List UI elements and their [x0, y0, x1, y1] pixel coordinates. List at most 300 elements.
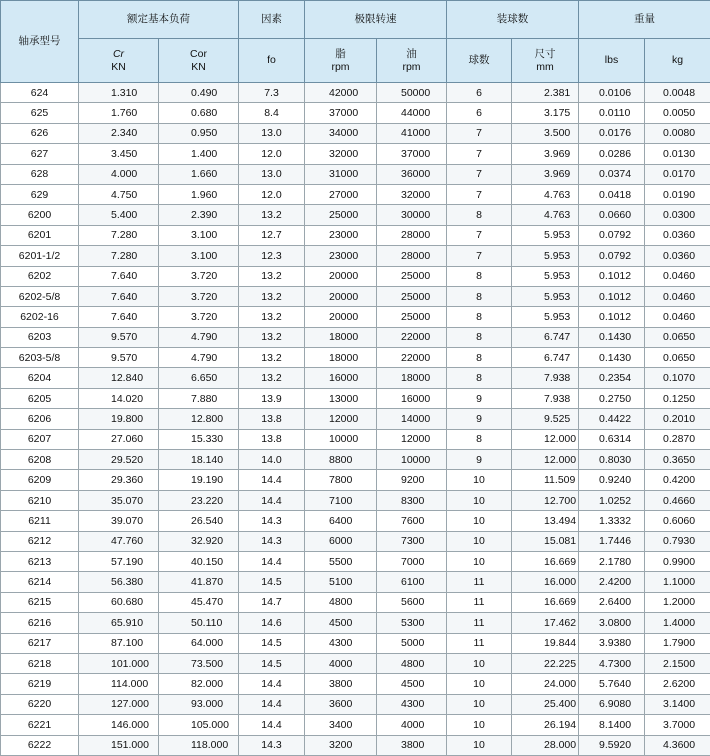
- cell-grease-rpm: 20000: [305, 266, 377, 286]
- cell-fo: 12.3: [239, 246, 305, 266]
- cell-weight-lbs: 2.1780: [579, 551, 645, 571]
- cell-fo: 13.2: [239, 266, 305, 286]
- cell-weight-kg: 1.1000: [645, 572, 710, 592]
- cell-weight-kg: 0.0048: [645, 83, 710, 103]
- cell-cor: 118.000: [159, 735, 239, 755]
- table-row: [1, 429, 710, 449]
- cell-grease-rpm: 13000: [305, 388, 377, 408]
- cell-weight-kg: 1.2000: [645, 592, 710, 612]
- table-row: [1, 388, 710, 408]
- cell-model: 6205: [1, 388, 79, 408]
- cell-model: 6211: [1, 511, 79, 531]
- cell-ball-count: 7: [447, 164, 512, 184]
- cell-oil-rpm: 37000: [377, 144, 447, 164]
- cell-ball-count: 9: [447, 409, 512, 429]
- cell-weight-kg: 0.9900: [645, 551, 710, 571]
- header-size: [512, 39, 579, 83]
- table-row: [1, 450, 710, 470]
- table-row: [1, 572, 710, 592]
- cell-ball-size: 12.700: [512, 490, 579, 510]
- cell-ball-count: 10: [447, 470, 512, 490]
- cell-model: 6202-16: [1, 307, 79, 327]
- cell-model: 6209: [1, 470, 79, 490]
- cell-ball-size: 6.747: [512, 327, 579, 347]
- cell-weight-lbs: 4.7300: [579, 653, 645, 673]
- header-oil-unit: rpm: [402, 61, 420, 73]
- cell-ball-count: 10: [447, 694, 512, 714]
- cell-oil-rpm: 22000: [377, 327, 447, 347]
- cell-fo: 12.7: [239, 225, 305, 245]
- header-fo: fo: [239, 39, 305, 83]
- cell-ball-count: 10: [447, 531, 512, 551]
- cell-cr: 39.070: [79, 511, 159, 531]
- header-cr: [79, 39, 159, 83]
- cell-ball-size: 19.844: [512, 633, 579, 653]
- cell-grease-rpm: 3600: [305, 694, 377, 714]
- cell-weight-kg: 0.6060: [645, 511, 710, 531]
- cell-oil-rpm: 44000: [377, 103, 447, 123]
- cell-oil-rpm: 28000: [377, 246, 447, 266]
- header-grease-unit: rpm: [331, 61, 349, 73]
- cell-ball-size: 7.938: [512, 388, 579, 408]
- cell-weight-kg: 0.0190: [645, 184, 710, 204]
- cell-ball-count: 8: [447, 327, 512, 347]
- cell-grease-rpm: 25000: [305, 205, 377, 225]
- cell-oil-rpm: 25000: [377, 266, 447, 286]
- cell-cor: 105.000: [159, 715, 239, 735]
- cell-cor: 41.870: [159, 572, 239, 592]
- cell-fo: 14.5: [239, 653, 305, 673]
- header-grease: [305, 39, 377, 83]
- cell-oil-rpm: 7600: [377, 511, 447, 531]
- cell-grease-rpm: 5500: [305, 551, 377, 571]
- cell-model: 6213: [1, 551, 79, 571]
- cell-ball-size: 4.763: [512, 184, 579, 204]
- cell-fo: 14.3: [239, 735, 305, 755]
- cell-cr: 14.020: [79, 388, 159, 408]
- cell-cr: 1.760: [79, 103, 159, 123]
- table-row: [1, 184, 710, 204]
- cell-weight-kg: 3.7000: [645, 715, 710, 735]
- cell-ball-count: 7: [447, 123, 512, 143]
- cell-weight-kg: 0.1070: [645, 368, 710, 388]
- cell-cr: 151.000: [79, 735, 159, 755]
- cell-ball-size: 25.400: [512, 694, 579, 714]
- cell-grease-rpm: 32000: [305, 144, 377, 164]
- cell-fo: 14.6: [239, 613, 305, 633]
- cell-cr: 19.800: [79, 409, 159, 429]
- cell-weight-kg: 0.0460: [645, 266, 710, 286]
- table-row: [1, 470, 710, 490]
- cell-ball-size: 2.381: [512, 83, 579, 103]
- cell-grease-rpm: 42000: [305, 83, 377, 103]
- cell-cr: 3.450: [79, 144, 159, 164]
- cell-cr: 12.840: [79, 368, 159, 388]
- cell-grease-rpm: 4800: [305, 592, 377, 612]
- cell-ball-count: 7: [447, 144, 512, 164]
- cell-fo: 14.4: [239, 490, 305, 510]
- cell-ball-count: 9: [447, 388, 512, 408]
- cell-ball-count: 7: [447, 184, 512, 204]
- cell-ball-size: 11.509: [512, 470, 579, 490]
- cell-cor: 18.140: [159, 450, 239, 470]
- cell-cr: 27.060: [79, 429, 159, 449]
- cell-fo: 13.2: [239, 286, 305, 306]
- cell-cr: 146.000: [79, 715, 159, 735]
- cell-cor: 7.880: [159, 388, 239, 408]
- cell-cor: 4.790: [159, 327, 239, 347]
- cell-grease-rpm: 7800: [305, 470, 377, 490]
- cell-cor: 73.500: [159, 653, 239, 673]
- header-cor: [159, 39, 239, 83]
- cell-ball-size: 15.081: [512, 531, 579, 551]
- cell-grease-rpm: 10000: [305, 429, 377, 449]
- cell-ball-count: 10: [447, 674, 512, 694]
- cell-grease-rpm: 23000: [305, 246, 377, 266]
- cell-cor: 40.150: [159, 551, 239, 571]
- cell-oil-rpm: 28000: [377, 225, 447, 245]
- cell-oil-rpm: 4800: [377, 653, 447, 673]
- cell-oil-rpm: 10000: [377, 450, 447, 470]
- cell-weight-lbs: 0.1012: [579, 286, 645, 306]
- cell-oil-rpm: 16000: [377, 388, 447, 408]
- cell-model: 6200: [1, 205, 79, 225]
- cell-ball-count: 8: [447, 348, 512, 368]
- cell-weight-lbs: 0.1430: [579, 348, 645, 368]
- table-row: [1, 694, 710, 714]
- cell-weight-lbs: 0.0286: [579, 144, 645, 164]
- cell-weight-kg: 0.0650: [645, 348, 710, 368]
- cell-cr: 9.570: [79, 348, 159, 368]
- cell-grease-rpm: 4500: [305, 613, 377, 633]
- cell-ball-size: 5.953: [512, 246, 579, 266]
- cell-weight-lbs: 0.6314: [579, 429, 645, 449]
- cell-ball-count: 9: [447, 450, 512, 470]
- cell-weight-kg: 0.0050: [645, 103, 710, 123]
- table-row: [1, 674, 710, 694]
- cell-grease-rpm: 34000: [305, 123, 377, 143]
- cell-oil-rpm: 36000: [377, 164, 447, 184]
- cell-cr: 9.570: [79, 327, 159, 347]
- cell-ball-size: 4.763: [512, 205, 579, 225]
- cell-grease-rpm: 18000: [305, 327, 377, 347]
- table-header: [1, 1, 710, 83]
- table-row: [1, 511, 710, 531]
- cell-weight-lbs: 0.1012: [579, 307, 645, 327]
- cell-model: 6214: [1, 572, 79, 592]
- cell-fo: 14.5: [239, 572, 305, 592]
- cell-oil-rpm: 9200: [377, 470, 447, 490]
- cell-oil-rpm: 5300: [377, 613, 447, 633]
- header-cr-name: Cr: [113, 48, 124, 60]
- cell-weight-lbs: 6.9080: [579, 694, 645, 714]
- cell-weight-lbs: 1.3332: [579, 511, 645, 531]
- cell-ball-count: 11: [447, 572, 512, 592]
- cell-weight-lbs: 3.9380: [579, 633, 645, 653]
- cell-weight-lbs: 5.7640: [579, 674, 645, 694]
- header-oil: [377, 39, 447, 83]
- cell-ball-size: 3.969: [512, 164, 579, 184]
- cell-ball-count: 10: [447, 511, 512, 531]
- cell-weight-lbs: 0.0418: [579, 184, 645, 204]
- cell-ball-size: 9.525: [512, 409, 579, 429]
- header-cor-unit: KN: [191, 61, 206, 73]
- cell-ball-size: 16.669: [512, 551, 579, 571]
- cell-weight-kg: 0.1250: [645, 388, 710, 408]
- cell-ball-size: 3.500: [512, 123, 579, 143]
- cell-cr: 7.640: [79, 307, 159, 327]
- cell-cr: 1.310: [79, 83, 159, 103]
- cell-cr: 29.520: [79, 450, 159, 470]
- cell-weight-kg: 0.0360: [645, 246, 710, 266]
- cell-model: 6215: [1, 592, 79, 612]
- cell-cor: 15.330: [159, 429, 239, 449]
- cell-weight-lbs: 0.8030: [579, 450, 645, 470]
- cell-ball-count: 8: [447, 266, 512, 286]
- cell-model: 6207: [1, 429, 79, 449]
- cell-cor: 50.110: [159, 613, 239, 633]
- cell-cr: 114.000: [79, 674, 159, 694]
- cell-weight-lbs: 9.5920: [579, 735, 645, 755]
- cell-oil-rpm: 50000: [377, 83, 447, 103]
- cell-oil-rpm: 5600: [377, 592, 447, 612]
- cell-fo: 14.5: [239, 633, 305, 653]
- cell-weight-kg: 3.1400: [645, 694, 710, 714]
- cell-cor: 23.220: [159, 490, 239, 510]
- cell-model: 6212: [1, 531, 79, 551]
- cell-ball-count: 10: [447, 490, 512, 510]
- cell-weight-lbs: 0.4422: [579, 409, 645, 429]
- cell-ball-size: 5.953: [512, 286, 579, 306]
- cell-weight-lbs: 0.1012: [579, 266, 645, 286]
- table-row: [1, 531, 710, 551]
- cell-cr: 35.070: [79, 490, 159, 510]
- cell-fo: 13.2: [239, 348, 305, 368]
- cell-fo: 13.0: [239, 164, 305, 184]
- cell-ball-size: 12.000: [512, 450, 579, 470]
- cell-cor: 3.720: [159, 266, 239, 286]
- cell-weight-kg: 2.6200: [645, 674, 710, 694]
- cell-weight-lbs: 0.0106: [579, 83, 645, 103]
- table-row: [1, 246, 710, 266]
- cell-oil-rpm: 7300: [377, 531, 447, 551]
- cell-model: 6204: [1, 368, 79, 388]
- cell-ball-size: 3.175: [512, 103, 579, 123]
- cell-cor: 64.000: [159, 633, 239, 653]
- cell-model: 6220: [1, 694, 79, 714]
- cell-weight-kg: 0.0080: [645, 123, 710, 143]
- cell-model: 6203: [1, 327, 79, 347]
- cell-model: 626: [1, 123, 79, 143]
- table-row: [1, 368, 710, 388]
- cell-weight-kg: 0.0650: [645, 327, 710, 347]
- cell-cr: 29.360: [79, 470, 159, 490]
- cell-fo: 13.2: [239, 327, 305, 347]
- table-row: [1, 205, 710, 225]
- cell-model: 6217: [1, 633, 79, 653]
- table-row: [1, 409, 710, 429]
- cell-grease-rpm: 20000: [305, 307, 377, 327]
- cell-model: 6201-1/2: [1, 246, 79, 266]
- table-row: [1, 633, 710, 653]
- cell-fo: 14.3: [239, 511, 305, 531]
- cell-oil-rpm: 12000: [377, 429, 447, 449]
- cell-fo: 14.3: [239, 531, 305, 551]
- cell-grease-rpm: 18000: [305, 348, 377, 368]
- table-row: [1, 164, 710, 184]
- cell-cor: 6.650: [159, 368, 239, 388]
- cell-ball-size: 22.225: [512, 653, 579, 673]
- cell-model: 6208: [1, 450, 79, 470]
- cell-cor: 3.720: [159, 286, 239, 306]
- cell-oil-rpm: 4300: [377, 694, 447, 714]
- table-row: [1, 266, 710, 286]
- cell-cor: 0.490: [159, 83, 239, 103]
- cell-model: 6216: [1, 613, 79, 633]
- cell-model: 6219: [1, 674, 79, 694]
- cell-fo: 14.0: [239, 450, 305, 470]
- cell-grease-rpm: 3400: [305, 715, 377, 735]
- cell-weight-lbs: 0.0792: [579, 225, 645, 245]
- cell-ball-size: 16.669: [512, 592, 579, 612]
- cell-weight-lbs: 0.0176: [579, 123, 645, 143]
- cell-cor: 1.960: [159, 184, 239, 204]
- table-row: [1, 735, 710, 755]
- header-ball-count: 球数: [447, 39, 512, 83]
- cell-model: 6218: [1, 653, 79, 673]
- cell-cr: 56.380: [79, 572, 159, 592]
- cell-ball-count: 11: [447, 633, 512, 653]
- cell-ball-size: 3.969: [512, 144, 579, 164]
- cell-cor: 3.720: [159, 307, 239, 327]
- table-row: [1, 286, 710, 306]
- table-row: [1, 551, 710, 571]
- cell-ball-count: 10: [447, 551, 512, 571]
- cell-cr: 101.000: [79, 653, 159, 673]
- cell-cor: 3.100: [159, 225, 239, 245]
- cell-fo: 13.2: [239, 368, 305, 388]
- cell-ball-size: 6.747: [512, 348, 579, 368]
- cell-oil-rpm: 14000: [377, 409, 447, 429]
- header-cr-unit: KN: [111, 61, 126, 73]
- cell-ball-count: 7: [447, 225, 512, 245]
- cell-cor: 93.000: [159, 694, 239, 714]
- cell-ball-size: 12.000: [512, 429, 579, 449]
- cell-oil-rpm: 4000: [377, 715, 447, 735]
- cell-weight-kg: 0.4200: [645, 470, 710, 490]
- header-weight: 重量: [579, 1, 710, 39]
- cell-model: 6201: [1, 225, 79, 245]
- table-row: [1, 715, 710, 735]
- cell-model: 625: [1, 103, 79, 123]
- cell-cor: 3.100: [159, 246, 239, 266]
- cell-model: 624: [1, 83, 79, 103]
- cell-weight-lbs: 0.0660: [579, 205, 645, 225]
- cell-weight-lbs: 2.4200: [579, 572, 645, 592]
- cell-model: 6202: [1, 266, 79, 286]
- cell-oil-rpm: 5000: [377, 633, 447, 653]
- cell-weight-kg: 2.1500: [645, 653, 710, 673]
- cell-ball-count: 8: [447, 368, 512, 388]
- header-oil-name: 油: [406, 48, 417, 60]
- cell-fo: 13.9: [239, 388, 305, 408]
- cell-fo: 14.4: [239, 715, 305, 735]
- cell-grease-rpm: 6400: [305, 511, 377, 531]
- cell-weight-kg: 1.4000: [645, 613, 710, 633]
- cell-cr: 127.000: [79, 694, 159, 714]
- cell-model: 627: [1, 144, 79, 164]
- cell-weight-lbs: 3.0800: [579, 613, 645, 633]
- cell-weight-lbs: 0.0110: [579, 103, 645, 123]
- cell-ball-size: 13.494: [512, 511, 579, 531]
- cell-grease-rpm: 37000: [305, 103, 377, 123]
- cell-oil-rpm: 25000: [377, 286, 447, 306]
- cell-ball-size: 7.938: [512, 368, 579, 388]
- cell-ball-count: 11: [447, 613, 512, 633]
- cell-fo: 12.0: [239, 144, 305, 164]
- cell-oil-rpm: 3800: [377, 735, 447, 755]
- cell-fo: 7.3: [239, 83, 305, 103]
- cell-model: 628: [1, 164, 79, 184]
- cell-ball-count: 6: [447, 83, 512, 103]
- cell-fo: 13.2: [239, 205, 305, 225]
- cell-cr: 7.640: [79, 266, 159, 286]
- cell-cor: 0.680: [159, 103, 239, 123]
- table-row: [1, 327, 710, 347]
- cell-grease-rpm: 3800: [305, 674, 377, 694]
- table-row: [1, 490, 710, 510]
- table-row: [1, 225, 710, 245]
- cell-cr: 87.100: [79, 633, 159, 653]
- cell-grease-rpm: 8800: [305, 450, 377, 470]
- header-kg: kg: [645, 39, 710, 83]
- cell-oil-rpm: 4500: [377, 674, 447, 694]
- cell-cr: 57.190: [79, 551, 159, 571]
- cell-grease-rpm: 4000: [305, 653, 377, 673]
- cell-oil-rpm: 30000: [377, 205, 447, 225]
- cell-oil-rpm: 8300: [377, 490, 447, 510]
- cell-ball-count: 10: [447, 715, 512, 735]
- cell-weight-lbs: 0.1430: [579, 327, 645, 347]
- cell-weight-lbs: 1.0252: [579, 490, 645, 510]
- cell-weight-kg: 0.7930: [645, 531, 710, 551]
- cell-ball-count: 10: [447, 653, 512, 673]
- cell-cor: 0.950: [159, 123, 239, 143]
- cell-fo: 14.4: [239, 470, 305, 490]
- header-size-name: 尺寸: [535, 48, 556, 60]
- cell-cor: 82.000: [159, 674, 239, 694]
- cell-grease-rpm: 23000: [305, 225, 377, 245]
- table-row: [1, 592, 710, 612]
- cell-fo: 14.4: [239, 551, 305, 571]
- cell-cr: 7.280: [79, 246, 159, 266]
- cell-weight-lbs: 0.2750: [579, 388, 645, 408]
- cell-fo: 13.2: [239, 307, 305, 327]
- cell-ball-size: 5.953: [512, 266, 579, 286]
- cell-ball-size: 28.000: [512, 735, 579, 755]
- cell-weight-kg: 0.0460: [645, 307, 710, 327]
- cell-ball-size: 24.000: [512, 674, 579, 694]
- cell-grease-rpm: 6000: [305, 531, 377, 551]
- cell-weight-kg: 0.0170: [645, 164, 710, 184]
- cell-cr: 5.400: [79, 205, 159, 225]
- cell-cr: 47.760: [79, 531, 159, 551]
- cell-weight-kg: 0.3650: [645, 450, 710, 470]
- cell-fo: 8.4: [239, 103, 305, 123]
- cell-weight-lbs: 0.2354: [579, 368, 645, 388]
- cell-model: 6206: [1, 409, 79, 429]
- cell-grease-rpm: 20000: [305, 286, 377, 306]
